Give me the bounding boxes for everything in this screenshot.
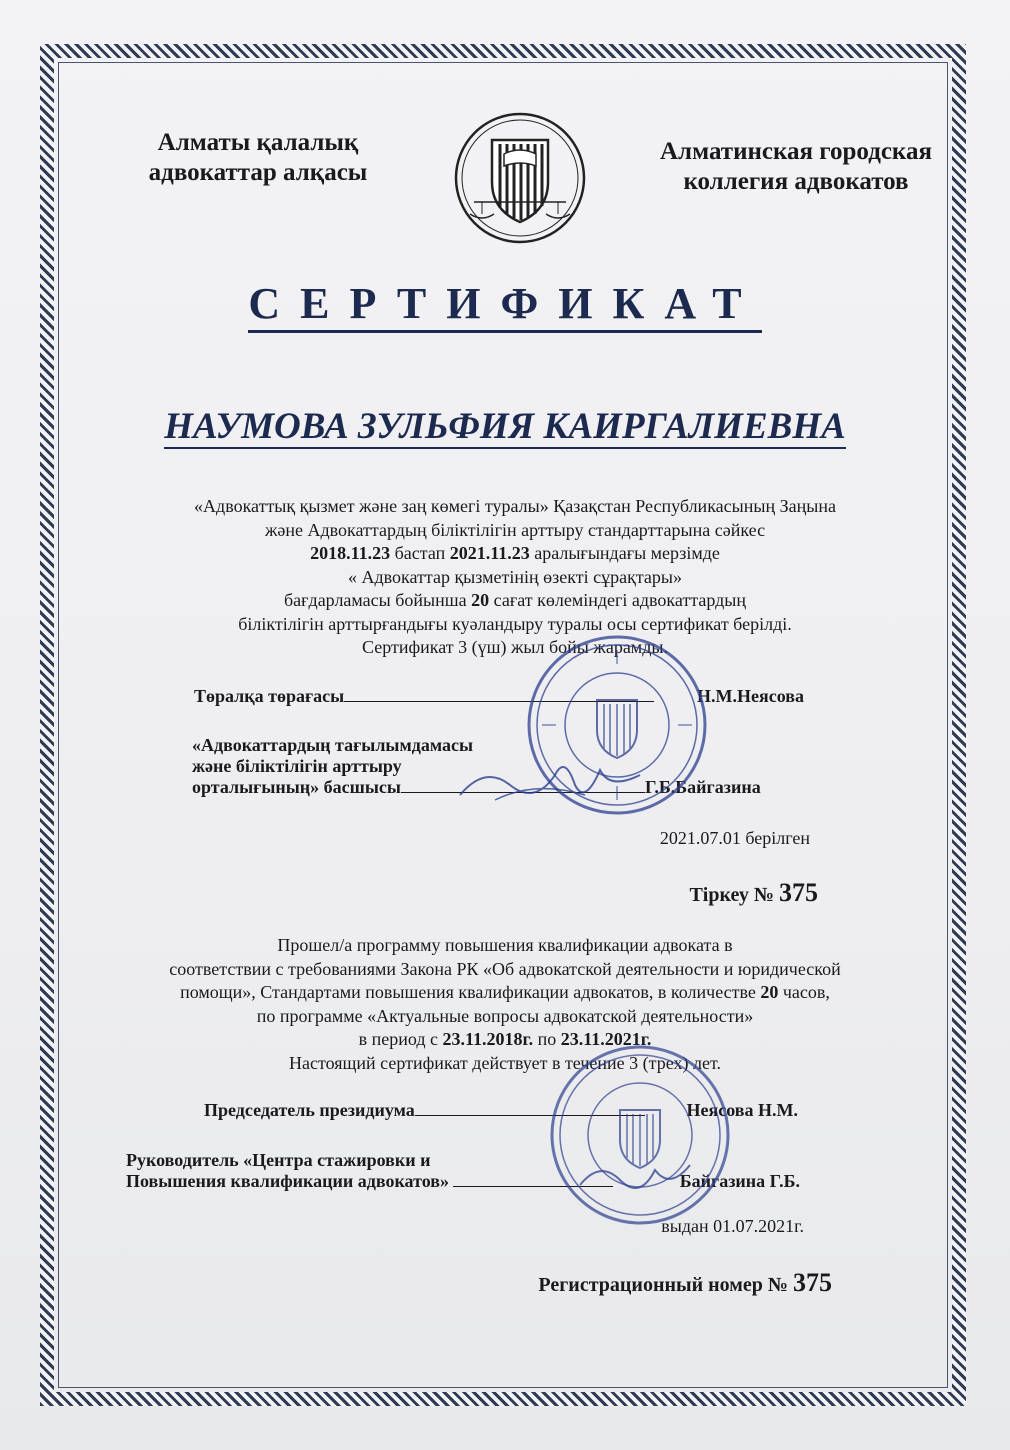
kz-line5-a: бағдарламасы бойынша [284,590,467,610]
ru-line3 [70,981,940,1005]
ru-period-b: по [537,1029,557,1049]
ru-line3-a: помощи», Стандартами повышения квалификации адвокатов, в количестве [180,982,756,1002]
ru-period-a: в период с [358,1029,438,1049]
header-right [640,137,952,197]
ru-line2: соответствии с требованиями Закона РК «Об адвокатской деятельности и юридической [169,958,841,979]
recipient-name [0,405,1010,448]
header-right-line2: коллегия адвокатов [683,168,909,195]
kz-line5-b: сағат көлеміндегі адвокаттардың [493,590,746,610]
ru-reg-label: Регистрационный номер № [538,1274,788,1296]
certificate-title [0,278,1010,329]
header-right-line1: Алматинская городская [660,138,932,165]
kz-head-title-1: «Адвокаттардың тағылымдамасы [192,735,474,755]
kz-head-title-3: орталығының» басшысы [192,777,401,797]
ru-line6: Настоящий сертификат действует в течение 3 (трех) лет. [289,1052,721,1073]
kz-line6: біліктілігін арттырғандығы куәландыру туралы осы сертификат берілді. [238,613,792,634]
kz-line5 [80,589,950,613]
header-left-line2: адвокаттар алқасы [148,159,368,186]
ru-date-from: 23.11.2018г. [442,1029,534,1049]
handwritten-signature-icon [575,1150,695,1200]
bar-association-emblem-icon [452,110,588,246]
kz-from-word: бастап [394,543,446,563]
header-left-line1: Алматы қалалық [157,129,359,156]
kz-line2: және Адвокаттардың біліктілігін арттыру стандарттарына сәйкес [264,519,766,540]
ru-chair-title: Председатель президиума [204,1100,415,1120]
kz-registration [500,878,818,908]
kz-issued-date: 2021.07.01 берілген [659,828,810,848]
ru-line4: по программе «Актуальные вопросы адвокатской деятельности» [256,1005,754,1026]
kz-body-text [80,495,950,660]
kz-chair-signature-row [194,686,814,707]
ru-hours: 20 [760,982,779,1002]
ru-reg-number: 375 [793,1268,832,1297]
recipient-name-text: НАУМОВА ЗУЛЬФИЯ КАИРГАЛИЕВНА [164,406,846,447]
kz-period-word: аралығындағы мерзімде [534,543,720,563]
official-stamp-icon [545,1040,735,1230]
certificate-title-text: СЕРТИФИКАТ [248,279,761,333]
kz-hours: 20 [471,590,490,610]
kz-chair-title: Төралқа төрағасы [194,686,345,706]
ru-head-title-2: Повышения квалификации адвокатов» [126,1171,449,1191]
kz-head-name: Г.Б.Байгазина [644,777,761,797]
kz-line4: « Адвокаттар қызметінің өзекті сұрақтары» [347,566,683,587]
handwritten-signature-icon [455,745,645,815]
kz-head-title-2: және біліктілігін арттыру [192,756,402,776]
kz-reg-number: 375 [779,878,818,907]
kz-chair-name: Н.М.Неясова [697,686,804,706]
ru-line1: Прошел/а программу повышения квалификации адвоката в [277,935,733,955]
kz-line1: «Адвокаттық қызмет және заң көмегі туралы» Қазақстан Республикасының Заңына [194,496,836,516]
ru-line3-b: часов, [782,982,830,1002]
ru-chair-name: Неясова Н.М. [686,1100,798,1120]
kz-reg-label: Тіркеу № [689,884,774,906]
header-left [118,128,398,188]
ru-date-to: 23.11.2021г. [560,1029,652,1049]
kz-date-from: 2018.11.23 [310,543,391,563]
ru-registration [420,1268,832,1298]
ru-body-text [70,934,940,1075]
kz-line7: Сертификат 3 (үш) жыл бойы жарамды. [362,637,668,657]
ru-issued-date: выдан 01.07.2021г. [661,1216,804,1236]
kz-line3 [80,542,950,566]
ru-head-title-1: Руководитель «Центра стажировки и [126,1150,431,1170]
ru-line5 [70,1028,940,1052]
ru-head-name: Байгазина Г.Б. [679,1171,800,1191]
kz-date-to: 2021.11.23 [449,543,530,563]
